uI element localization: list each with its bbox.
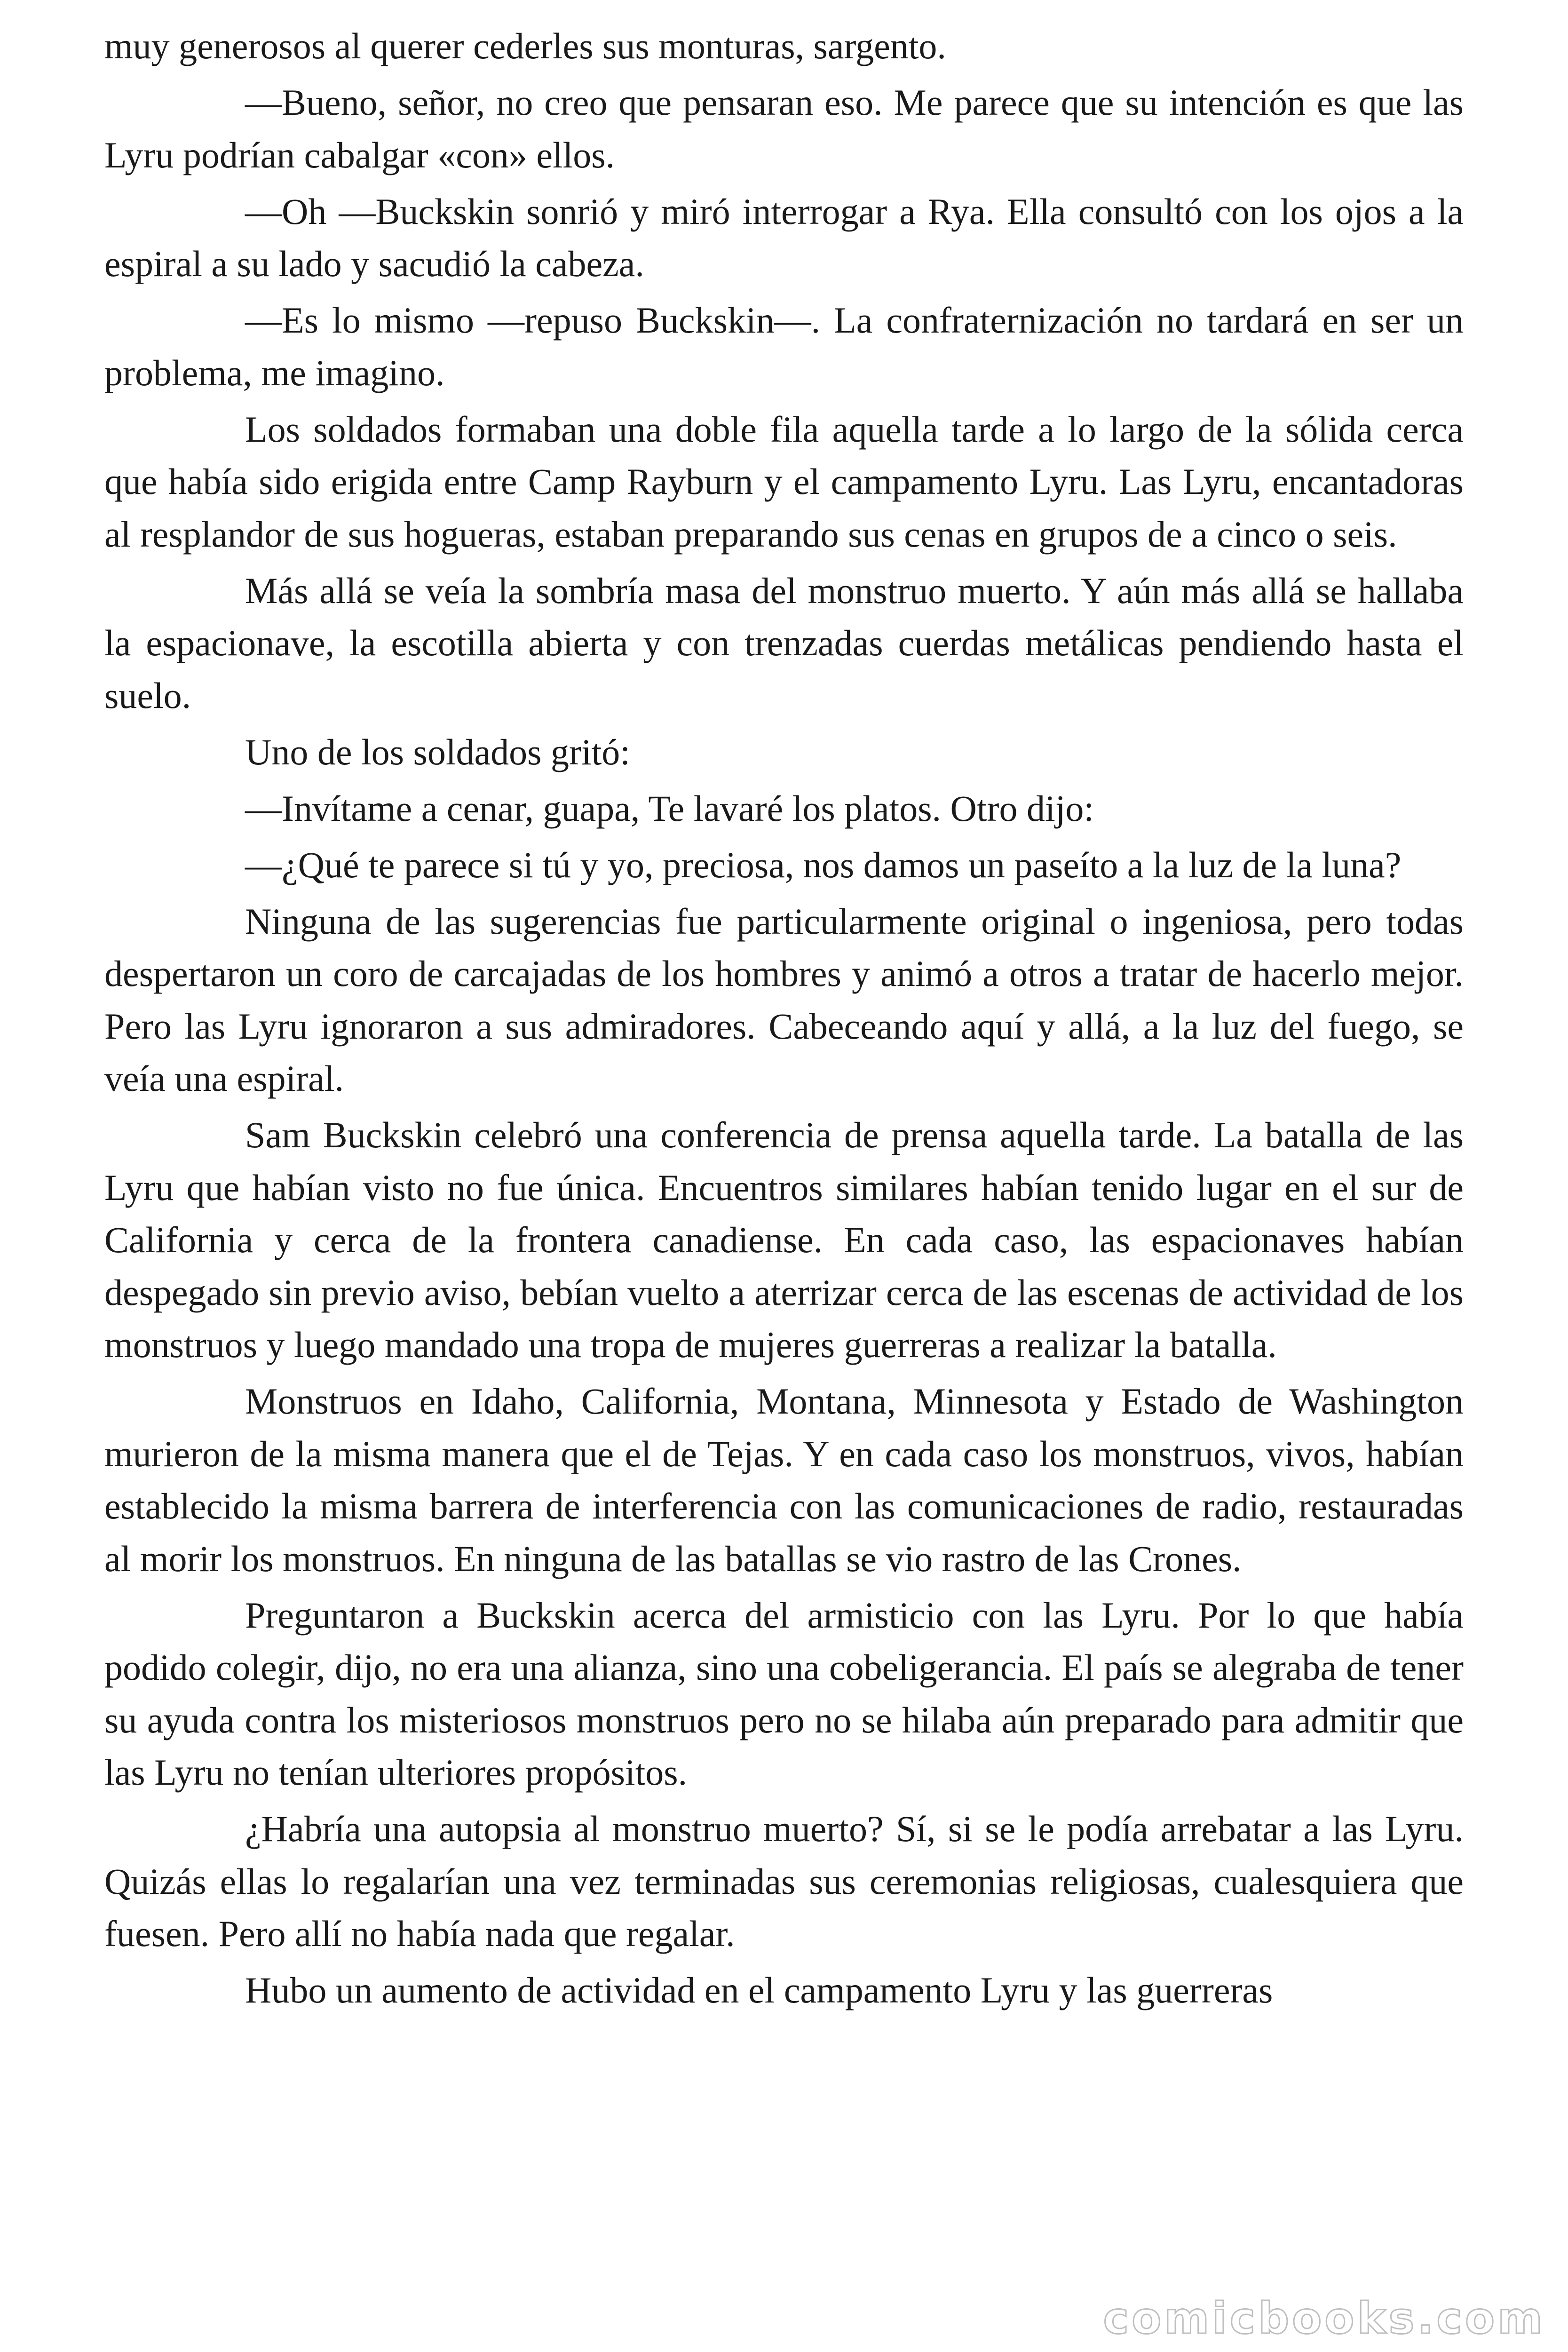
paragraph: —Bueno, señor, no creo que pensaran eso. Me parece que su intención es que las Lyru podrían cabalgar «con» ellos. [104, 82, 1464, 175]
paragraph: Más allá se veía la sombría masa del monstruo muerto. Y aún más allá se hallaba la espacionave, la escotilla abierta y con trenzadas cuerdas metálicas pendiendo hasta el suelo. [104, 570, 1464, 716]
paragraph-continuation: muy generosos al querer cederles sus monturas, sargento. [104, 25, 946, 66]
paragraph: Preguntaron a Buckskin acerca del armisticio con las Lyru. Por lo que había podido colegir, dijo, no era una alianza, sino una cobeligerancia. El país se alegraba de tener su ayuda contra los misteriosos monstruos pero no se hilaba aún preparado para admitir que las Lyru no tenían ulteriores propósitos. [104, 1594, 1464, 1793]
paragraph: —Invítame a cenar, guapa, Te lavaré los platos. Otro dijo: [245, 787, 1094, 829]
watermark-text: comicbooks.com [1103, 2293, 1545, 2344]
paragraph: ¿Habría una autopsia al monstruo muerto? Sí, si se le podía arrebatar a las Lyru. Quizás ellas lo regalarían una vez terminadas sus ceremonias religiosas, cualesquiera que fuesen. Pero allí no había nada que regalar. [104, 1808, 1464, 1954]
paragraph: Hubo un aumento de actividad en el campamento Lyru y las guerreras [245, 1970, 1273, 2010]
document-page [104, 20, 1464, 2017]
paragraph: Uno de los soldados gritó: [245, 731, 630, 772]
paragraph: —Es lo mismo —repuso Buckskin—. La confraternización no tardará en ser un problema, me imagino. [104, 300, 1464, 393]
paragraph: —¿Qué te parece si tú y yo, preciosa, nos damos un paseíto a la luz de la luna? [245, 844, 1402, 885]
paragraph: Los soldados formaban una doble fila aquella tarde a lo largo de la sólida cerca que había sido erigida entre Camp Rayburn y el campamento Lyru. Las Lyru, encantadoras al resplandor de sus hogueras, estaban preparando sus cenas en grupos de a cinco o seis. [104, 408, 1464, 555]
paragraph: —Oh —Buckskin sonrió y miró interrogar a Rya. Ella consultó con los ojos a la espiral a su lado y sacudió la cabeza. [104, 191, 1464, 284]
paragraph: Ninguna de las sugerencias fue particularmente original o ingeniosa, pero todas despertaron un coro de carcajadas de los hombres y animó a otros a tratar de hacerlo mejor. Pero las Lyru ignoraron a sus admiradores. Cabeceando aquí y allá, a la luz del fuego, se veía una espiral. [104, 900, 1464, 1099]
paragraph: Sam Buckskin celebró una conferencia de prensa aquella tarde. La batalla de las Lyru que habían visto no fue única. Encuentros similares habían tenido lugar en el sur de California y cerca de la frontera canadiense. En cada caso, las espacionaves habían despegado sin previo aviso, bebían vuelto a aterrizar cerca de las escenas de actividad de los monstruos y luego mandado una tropa de mujeres guerreras a realizar la batalla. [104, 1114, 1464, 1365]
paragraph: Monstruos en Idaho, California, Montana, Minnesota y Estado de Washington murieron de la misma manera que el de Tejas. Y en cada caso los monstruos, vivos, habían establecido la misma barrera de interferencia con las comunicaciones de radio, restauradas al morir los monstruos. En ninguna de las batallas se vio rastro de las Crones. [104, 1381, 1464, 1579]
